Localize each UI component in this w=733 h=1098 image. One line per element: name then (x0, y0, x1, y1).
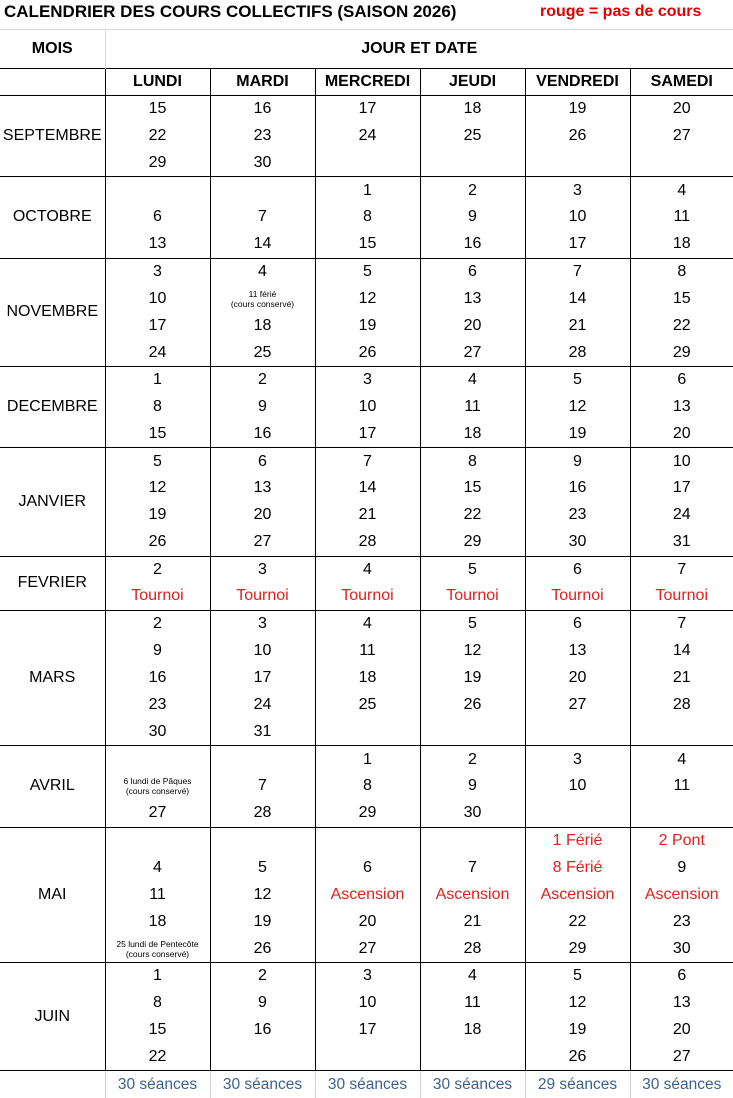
month-label: OCTOBRE (0, 177, 105, 258)
day-cell: 22 (420, 502, 525, 529)
day-cell: 16 (525, 475, 630, 502)
day-cell: 8 (105, 394, 210, 421)
day-cell: 4 (315, 556, 420, 583)
day-cell: 28 (210, 800, 315, 827)
day-cell: 11 (105, 881, 210, 908)
day-cell: 28 (420, 935, 525, 962)
day-cell: 2 (420, 746, 525, 773)
day-cell: 18 (420, 421, 525, 448)
week-row (0, 990, 733, 1017)
day-cell (420, 1044, 525, 1071)
week-row (0, 664, 733, 691)
day-cell: 7 (525, 258, 630, 285)
week-row (0, 123, 733, 150)
day-cell: Tournoi (525, 583, 630, 610)
day-cell: 18 (420, 1017, 525, 1044)
day-cell: 26 (315, 339, 420, 366)
day-cell: Tournoi (105, 583, 210, 610)
week-row (0, 529, 733, 556)
week-row (0, 421, 733, 448)
day-cell: 20 (525, 664, 630, 691)
day-cell: 19 (105, 502, 210, 529)
day-cell (210, 746, 315, 773)
day-cell (210, 177, 315, 204)
day-cell (630, 150, 733, 177)
week-row (0, 1044, 733, 1071)
week-row (0, 854, 733, 881)
day-cell: 2 (210, 366, 315, 393)
day-cell: 6 (525, 556, 630, 583)
day-cell: Ascension (420, 881, 525, 908)
week-row (0, 366, 733, 393)
day-cell: 24 (210, 692, 315, 719)
day-cell: 26 (210, 935, 315, 962)
total-sessions: 30 séances (630, 1071, 733, 1098)
day-cell: Tournoi (210, 583, 315, 610)
empty-corner-cell (0, 69, 105, 96)
holiday-note-sub: (cours conservé) (125, 786, 190, 797)
day-cell: 19 (525, 421, 630, 448)
day-cell: 5 (315, 258, 420, 285)
day-cell: 8 (315, 773, 420, 800)
title-row (0, 0, 733, 27)
day-cell: 23 (105, 692, 210, 719)
day-cell: 8 Férié (525, 854, 630, 881)
legend-text: rouge = pas de cours (540, 3, 702, 20)
day-cell: 11 (630, 773, 733, 800)
day-cell (105, 935, 210, 962)
week-row (0, 583, 733, 610)
week-row (0, 692, 733, 719)
week-row (0, 204, 733, 231)
day-cell: 12 (420, 637, 525, 664)
week-row (0, 935, 733, 962)
day-cell: Tournoi (630, 583, 733, 610)
day-cell: 2 Pont (630, 827, 733, 854)
day-cell: 3 (105, 258, 210, 285)
day-header-mardi: MARDI (210, 69, 315, 96)
week-row (0, 1017, 733, 1044)
week-row (0, 448, 733, 475)
week-row (0, 285, 733, 312)
header-row-1 (0, 30, 733, 69)
week-row (0, 908, 733, 935)
day-cell: 4 (315, 610, 420, 637)
day-cell: 28 (525, 339, 630, 366)
day-cell: 6 (630, 963, 733, 990)
month-label: SEPTEMBRE (0, 96, 105, 177)
day-cell: 3 (210, 556, 315, 583)
day-cell: 10 (315, 990, 420, 1017)
day-cell: 14 (315, 475, 420, 502)
day-cell: 1 (315, 746, 420, 773)
day-cell: 31 (630, 529, 733, 556)
day-cell: 26 (420, 692, 525, 719)
holiday-note: 25 lundi de Pentecôte (116, 938, 199, 949)
day-cell: 27 (630, 123, 733, 150)
day-cell: 17 (525, 231, 630, 258)
day-cell: 25 (210, 339, 315, 366)
day-cell: 14 (630, 637, 733, 664)
holiday-note-sub: (cours conservé) (125, 948, 190, 959)
day-cell: 20 (315, 908, 420, 935)
day-cell: 21 (420, 908, 525, 935)
day-cell: 26 (525, 1044, 630, 1071)
day-cell: 8 (315, 204, 420, 231)
day-cell: 4 (630, 746, 733, 773)
day-cell: 6 (315, 854, 420, 881)
week-row (0, 773, 733, 800)
day-cell: 5 (210, 854, 315, 881)
day-cell: 3 (315, 366, 420, 393)
month-label: MAI (0, 827, 105, 962)
month-label: AVRIL (0, 746, 105, 827)
day-cell (420, 719, 525, 746)
day-cell: 5 (420, 610, 525, 637)
week-row (0, 827, 733, 854)
day-cell: 9 (105, 637, 210, 664)
day-cell: 17 (315, 1017, 420, 1044)
day-cell: 15 (105, 421, 210, 448)
day-cell (210, 1044, 315, 1071)
total-sessions: 30 séances (315, 1071, 420, 1098)
day-cell: 21 (315, 502, 420, 529)
day-cell: 16 (210, 1017, 315, 1044)
day-cell: 20 (630, 1017, 733, 1044)
total-sessions: 30 séances (210, 1071, 315, 1098)
week-row (0, 556, 733, 583)
day-cell: 15 (105, 96, 210, 123)
day-cell: 27 (420, 339, 525, 366)
day-cell: 13 (210, 475, 315, 502)
day-cell: 16 (210, 421, 315, 448)
day-cell: 22 (105, 1044, 210, 1071)
day-cell: 10 (525, 773, 630, 800)
day-cell: 12 (105, 475, 210, 502)
week-row (0, 719, 733, 746)
day-cell (420, 827, 525, 854)
day-cell: 1 (105, 366, 210, 393)
day-cell: 2 (420, 177, 525, 204)
day-cell: 21 (525, 312, 630, 339)
day-header-row (0, 69, 733, 96)
day-cell: 1 (315, 177, 420, 204)
month-label: FEVRIER (0, 556, 105, 610)
day-header-vendredi: VENDREDI (525, 69, 630, 96)
day-cell: 17 (210, 664, 315, 691)
day-cell: 21 (630, 664, 733, 691)
day-cell: 14 (210, 231, 315, 258)
day-cell: 17 (105, 312, 210, 339)
day-cell (105, 746, 210, 773)
day-cell: 20 (210, 502, 315, 529)
day-cell (525, 719, 630, 746)
day-cell: 9 (420, 204, 525, 231)
week-row (0, 96, 733, 123)
week-row (0, 881, 733, 908)
day-cell: 16 (420, 231, 525, 258)
day-cell: 18 (420, 96, 525, 123)
day-cell: 13 (420, 285, 525, 312)
day-cell: Ascension (630, 881, 733, 908)
day-cell: 5 (525, 963, 630, 990)
day-cell: 31 (210, 719, 315, 746)
day-cell: 4 (105, 854, 210, 881)
day-cell: Ascension (315, 881, 420, 908)
calendar-table (0, 29, 733, 1098)
day-cell: 18 (630, 231, 733, 258)
day-cell: 2 (105, 610, 210, 637)
day-cell: 7 (630, 610, 733, 637)
week-row (0, 231, 733, 258)
week-row (0, 800, 733, 827)
day-cell: 4 (630, 177, 733, 204)
week-row (0, 312, 733, 339)
day-header-jeudi: JEUDI (420, 69, 525, 96)
day-cell: 29 (525, 935, 630, 962)
day-cell: 30 (630, 935, 733, 962)
day-cell: 25 (420, 123, 525, 150)
mois-header: MOIS (0, 30, 105, 69)
day-cell: 15 (630, 285, 733, 312)
day-cell: 29 (630, 339, 733, 366)
day-cell: 9 (210, 394, 315, 421)
day-cell: 13 (630, 990, 733, 1017)
day-cell: 6 (420, 258, 525, 285)
day-cell: 3 (525, 746, 630, 773)
day-cell: 22 (525, 908, 630, 935)
day-cell: 5 (420, 556, 525, 583)
day-header-lundi: LUNDI (105, 69, 210, 96)
day-cell: 17 (315, 421, 420, 448)
day-cell: 4 (420, 963, 525, 990)
day-cell (315, 1044, 420, 1071)
week-row (0, 502, 733, 529)
day-cell (630, 719, 733, 746)
day-header-samedi: SAMEDI (630, 69, 733, 96)
day-cell: 11 (420, 394, 525, 421)
day-cell (105, 827, 210, 854)
day-cell: 10 (525, 204, 630, 231)
day-cell: 13 (525, 637, 630, 664)
day-cell: 10 (315, 394, 420, 421)
day-cell: 12 (525, 990, 630, 1017)
month-label: DECEMBRE (0, 366, 105, 447)
day-cell: 28 (630, 692, 733, 719)
holiday-note-sub: (cours conservé) (230, 298, 295, 309)
day-cell: 15 (420, 475, 525, 502)
day-cell: 29 (315, 800, 420, 827)
day-cell: 10 (105, 285, 210, 312)
week-row (0, 746, 733, 773)
day-cell: 29 (420, 529, 525, 556)
day-cell: 19 (315, 312, 420, 339)
day-cell: 23 (210, 123, 315, 150)
day-cell: 13 (630, 394, 733, 421)
day-cell: 22 (630, 312, 733, 339)
day-cell: 6 (630, 366, 733, 393)
holiday-note: 6 lundi de Pâques (123, 776, 192, 787)
day-cell: Tournoi (420, 583, 525, 610)
day-cell: 18 (315, 664, 420, 691)
week-row (0, 258, 733, 285)
day-cell: 26 (105, 529, 210, 556)
total-sessions: 29 séances (525, 1071, 630, 1098)
day-cell: 23 (525, 502, 630, 529)
day-cell: 27 (630, 1044, 733, 1071)
day-cell: 27 (315, 935, 420, 962)
day-cell: 7 (315, 448, 420, 475)
week-row (0, 177, 733, 204)
day-cell (315, 719, 420, 746)
day-cell: Tournoi (315, 583, 420, 610)
day-cell: 18 (105, 908, 210, 935)
day-cell: 8 (105, 990, 210, 1017)
day-cell: 3 (315, 963, 420, 990)
month-label: NOVEMBRE (0, 258, 105, 366)
day-cell: 7 (210, 773, 315, 800)
week-row (0, 475, 733, 502)
day-cell: 7 (210, 204, 315, 231)
week-row (0, 394, 733, 421)
day-cell: 8 (630, 258, 733, 285)
day-cell: 2 (210, 963, 315, 990)
day-cell: 27 (105, 800, 210, 827)
day-cell: 11 (315, 637, 420, 664)
day-cell: 30 (525, 529, 630, 556)
day-cell: 4 (210, 258, 315, 285)
day-cell (630, 800, 733, 827)
day-cell (315, 150, 420, 177)
day-cell: 3 (525, 177, 630, 204)
month-label: MARS (0, 610, 105, 745)
day-cell: 22 (105, 123, 210, 150)
day-cell: 15 (315, 231, 420, 258)
day-cell: 20 (630, 96, 733, 123)
day-cell: 14 (525, 285, 630, 312)
day-cell (210, 827, 315, 854)
month-label: JANVIER (0, 448, 105, 556)
day-cell: 11 (420, 990, 525, 1017)
day-cell: 6 (210, 448, 315, 475)
day-cell: 19 (420, 664, 525, 691)
day-cell: 12 (315, 285, 420, 312)
day-cell: 29 (105, 150, 210, 177)
day-cell (315, 827, 420, 854)
day-cell: 24 (105, 339, 210, 366)
day-cell: 19 (525, 1017, 630, 1044)
day-cell: 19 (525, 96, 630, 123)
day-cell (420, 150, 525, 177)
day-cell: 3 (210, 610, 315, 637)
day-cell: 11 (630, 204, 733, 231)
day-cell: 16 (210, 96, 315, 123)
day-cell: 23 (630, 908, 733, 935)
day-cell: 9 (420, 773, 525, 800)
day-cell: 10 (210, 637, 315, 664)
day-cell: 30 (105, 719, 210, 746)
day-cell: 9 (630, 854, 733, 881)
day-cell: 1 Férié (525, 827, 630, 854)
week-row (0, 610, 733, 637)
day-cell: 26 (525, 123, 630, 150)
day-cell: 20 (420, 312, 525, 339)
day-header-mercredi: MERCREDI (315, 69, 420, 96)
day-cell: 9 (210, 990, 315, 1017)
week-row (0, 963, 733, 990)
day-cell: 27 (210, 529, 315, 556)
day-cell: 12 (525, 394, 630, 421)
day-cell (105, 177, 210, 204)
total-sessions: 30 séances (105, 1071, 210, 1098)
day-cell: 1 (105, 963, 210, 990)
day-cell: 24 (315, 123, 420, 150)
day-cell: 30 (420, 800, 525, 827)
week-row (0, 150, 733, 177)
day-cell: 8 (420, 448, 525, 475)
day-cell: 16 (105, 664, 210, 691)
day-cell: 30 (210, 150, 315, 177)
day-cell: 15 (105, 1017, 210, 1044)
day-cell (210, 285, 315, 312)
day-cell: 9 (525, 448, 630, 475)
day-cell: 2 (105, 556, 210, 583)
day-cell: 28 (315, 529, 420, 556)
day-cell: 19 (210, 908, 315, 935)
day-cell: 25 (315, 692, 420, 719)
day-cell: 4 (420, 366, 525, 393)
day-cell: 7 (420, 854, 525, 881)
day-cell (105, 773, 210, 800)
holiday-note: 11 férié (248, 288, 277, 299)
day-cell: 13 (105, 231, 210, 258)
jour-date-header: JOUR ET DATE (105, 30, 733, 69)
day-cell: 5 (105, 448, 210, 475)
day-cell: 6 (525, 610, 630, 637)
day-cell: 12 (210, 881, 315, 908)
day-cell (525, 800, 630, 827)
day-cell: 10 (630, 448, 733, 475)
day-cell: Ascension (525, 881, 630, 908)
day-cell: 17 (630, 475, 733, 502)
total-sessions: 30 séances (420, 1071, 525, 1098)
day-cell: 18 (210, 312, 315, 339)
week-row (0, 637, 733, 664)
week-row (0, 339, 733, 366)
day-cell: 5 (525, 366, 630, 393)
day-cell: 20 (630, 421, 733, 448)
day-cell: 24 (630, 502, 733, 529)
page-title: CALENDRIER DES COURS COLLECTIFS (SAISON 2026) (4, 2, 457, 21)
day-cell: 17 (315, 96, 420, 123)
day-cell (525, 150, 630, 177)
month-label: JUIN (0, 963, 105, 1071)
day-cell: 6 (105, 204, 210, 231)
day-cell: 7 (630, 556, 733, 583)
day-cell: 27 (525, 692, 630, 719)
